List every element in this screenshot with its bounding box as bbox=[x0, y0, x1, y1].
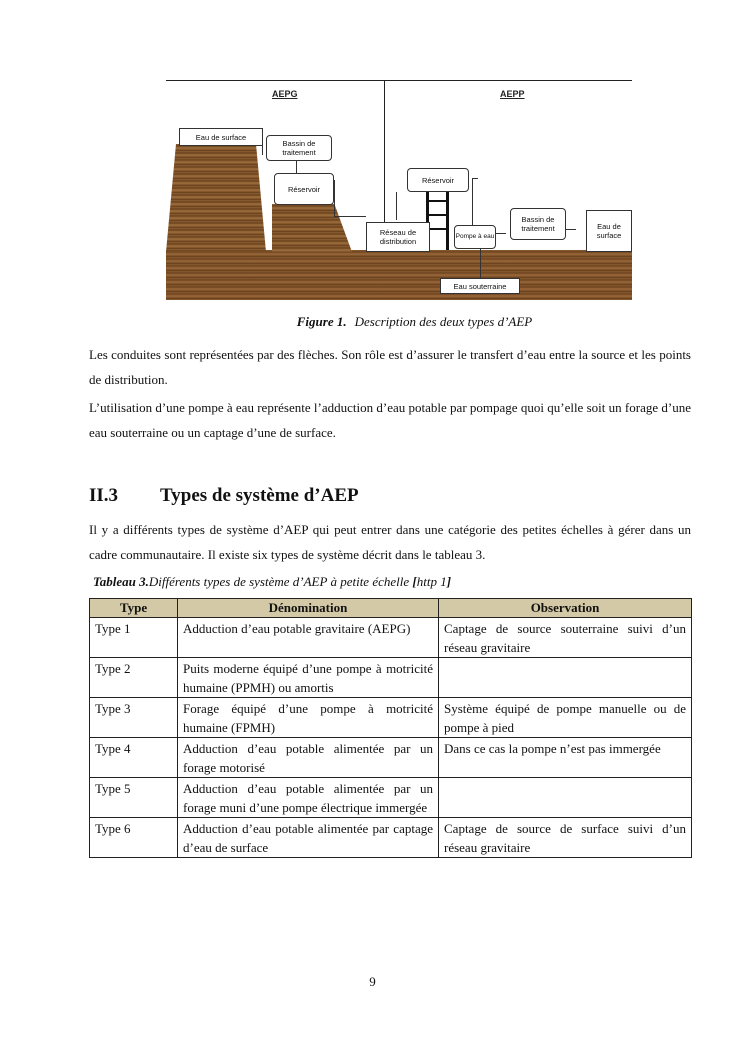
cell-observation: Dans ce cas la pompe n’est pas immergée bbox=[439, 738, 692, 778]
tower-leg bbox=[446, 190, 449, 250]
conduit-arrow bbox=[334, 216, 366, 217]
paragraph-conduites: Les conduites sont représentées par des flèches. Son rôle est d’assurer le transfert d’eau entre la source et les points de distribution. bbox=[89, 347, 691, 387]
table-row bbox=[90, 658, 692, 698]
table-caption-label: Tableau 3. bbox=[93, 574, 149, 589]
table-caption-ref-open: [ bbox=[412, 574, 417, 589]
cell-denomination: Adduction d’eau potable alimentée par captage d’eau de surface bbox=[178, 818, 439, 858]
bassin-right-box: Bassin de traitement bbox=[510, 208, 566, 240]
cell-denomination: Forage équipé d’une pompe à motricité humaine (FPMH) bbox=[178, 698, 439, 738]
reservoir-right-box: Réservoir bbox=[407, 168, 469, 192]
paragraph-types: Il y a différents types de système d’AEP qui peut entrer dans une catégorie des petites échelles à gérer dans un cadre communautaire. Il existe six types de système décrit dans le tableau 3. bbox=[89, 522, 691, 562]
figure-caption-number: Figure 1. bbox=[296, 314, 347, 329]
conduit-arrow bbox=[472, 178, 478, 179]
cell-observation bbox=[439, 778, 692, 818]
table-row bbox=[90, 738, 692, 778]
figure-caption bbox=[0, 314, 745, 330]
cell-denomination: Adduction d’eau potable gravitaire (AEPG) bbox=[178, 618, 439, 658]
conduit-arrow bbox=[396, 192, 397, 220]
section-heading bbox=[89, 485, 359, 507]
figure-divider bbox=[384, 80, 385, 226]
tower-rung bbox=[429, 228, 446, 230]
figure-top-rule bbox=[166, 80, 632, 81]
eau-surface-right-box: Eau de surface bbox=[586, 210, 632, 252]
cell-observation: Système équipé de pompe manuelle ou de pompe à pied bbox=[439, 698, 692, 738]
table-caption-ref-close: ] bbox=[446, 574, 452, 589]
table-caption-ref: http 1 bbox=[416, 574, 447, 589]
cell-type: Type 4 bbox=[90, 738, 178, 778]
pompe-box: Pompe à eau bbox=[454, 225, 496, 249]
cell-observation bbox=[439, 658, 692, 698]
cell-type: Type 2 bbox=[90, 658, 178, 698]
conduit-arrow bbox=[296, 160, 297, 174]
cell-type: Type 1 bbox=[90, 618, 178, 658]
table-header-row bbox=[90, 599, 692, 618]
ground-layer bbox=[166, 250, 632, 300]
cell-observation: Captage de source souterraine suivi d’un réseau gravitaire bbox=[439, 618, 692, 658]
hill-high bbox=[166, 144, 266, 252]
aepp-label: AEPP bbox=[500, 89, 525, 99]
conduit-arrow bbox=[334, 180, 335, 216]
bassin-left-box: Bassin de traitement bbox=[266, 135, 332, 161]
conduit-arrow bbox=[472, 178, 473, 232]
conduit-arrow bbox=[480, 247, 481, 278]
aep-figure bbox=[166, 80, 632, 300]
eau-surface-left-box: Eau de surface bbox=[179, 128, 263, 146]
cell-denomination: Puits moderne équipé d’une pompe à motricité humaine (PPMH) ou amortis bbox=[178, 658, 439, 698]
header-type: Type bbox=[90, 599, 178, 618]
reseau-box: Réseau de distribution bbox=[366, 222, 430, 252]
cell-denomination: Adduction d’eau potable alimentée par un forage motorisé bbox=[178, 738, 439, 778]
hill-low bbox=[272, 204, 352, 252]
header-observation: Observation bbox=[439, 599, 692, 618]
cell-observation: Captage de source de surface suivi d’un réseau gravitaire bbox=[439, 818, 692, 858]
cell-type: Type 6 bbox=[90, 818, 178, 858]
aepg-label: AEPG bbox=[272, 89, 298, 99]
cell-type: Type 3 bbox=[90, 698, 178, 738]
reservoir-left-box: Réservoir bbox=[274, 173, 334, 205]
page-number: 9 bbox=[369, 974, 376, 989]
cell-type: Type 5 bbox=[90, 778, 178, 818]
tower-rung bbox=[429, 200, 446, 202]
table-row bbox=[90, 818, 692, 858]
aep-types-table bbox=[89, 598, 692, 858]
header-denomination: Dénomination bbox=[178, 599, 439, 618]
table-row bbox=[90, 618, 692, 658]
tower-rung bbox=[429, 214, 446, 216]
table-row bbox=[90, 778, 692, 818]
table-row bbox=[90, 698, 692, 738]
cell-denomination: Adduction d’eau potable alimentée par un forage muni d’une pompe électrique immergée bbox=[178, 778, 439, 818]
eau-souterraine-box: Eau souterraine bbox=[440, 278, 520, 294]
figure-caption-text: Description des deux types d’AEP bbox=[354, 314, 533, 329]
paragraph-pompe: L’utilisation d’une pompe à eau représente l’adduction d’eau potable par pompage quoi qu’elle soit un forage d’une eau souterraine ou un captage d’une de surface. bbox=[89, 400, 691, 440]
table-caption bbox=[93, 574, 451, 590]
section-title: Types de système d’AEP bbox=[160, 485, 359, 506]
table-caption-text: Différents types de système d’AEP à petite échelle bbox=[148, 574, 413, 589]
section-number: II.3 bbox=[89, 485, 119, 506]
